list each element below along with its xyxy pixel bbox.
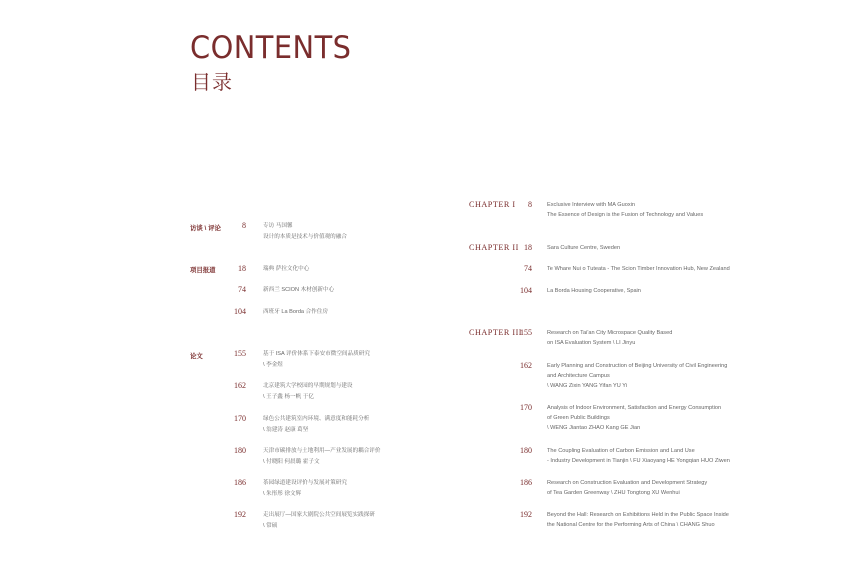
toc-page-number: 192 [520, 510, 532, 519]
category-papers: 论文 [190, 353, 203, 360]
toc-entry[interactable]: 北京建筑大学校园的早期规划与建设 \ 王子鑫 杨一帆 于亿 [263, 383, 353, 400]
toc-entry[interactable]: 天津市碳排放与土地利用—产业发展的耦合评价 \ 付晓阳 何晨璐 霍子文 [263, 448, 381, 465]
toc-page-number: 186 [234, 478, 246, 487]
toc-entry[interactable]: Research on Construction Evaluation and Development Strategy of Tea Garden Greenway \ ZHU Tongtong XU Wenhui [547, 480, 708, 496]
toc-entry[interactable]: Early Planning and Construction of Beijing University of Civil Engineering and Architecture Campus \ WANG Zixin YANG Yifan YU Yi [547, 363, 728, 389]
toc-entry[interactable]: Research on Tai'an City Microspace Quality Based on ISA Evaluation System \ LI Jinyu [547, 330, 673, 346]
toc-entry[interactable]: 瑞典 萨拉文化中心 [263, 266, 310, 272]
toc-page-number: 8 [242, 221, 246, 230]
toc-entry[interactable]: Beyond the Hall: Research on Exhibitions Held in the Public Space Inside the National Centre for the Performing Arts of China \ CHANG Shuo [547, 512, 729, 528]
chapter-1-heading: CHAPTER I [469, 200, 516, 209]
toc-entry[interactable]: 西班牙 La Borda 合作住房 [263, 309, 328, 315]
toc-page-number: 162 [234, 381, 246, 390]
toc-page-number: 192 [234, 510, 246, 519]
toc-page-number: 180 [234, 446, 246, 455]
chapter-3-heading: CHAPTER III [469, 328, 523, 337]
category-projects: 项目报道 [190, 267, 216, 274]
toc-page-number: 162 [520, 361, 532, 370]
toc-page-number: 8 [528, 200, 532, 209]
toc-entry[interactable]: Te Whare Nui o Tuteata - The Scion Timber Innovation Hub, New Zealand [547, 266, 730, 272]
toc-entry[interactable]: 新西兰 SCION 木材创新中心 [263, 287, 335, 293]
toc-page-number: 170 [234, 414, 246, 423]
chapter-2-heading: CHAPTER II [469, 243, 519, 252]
toc-entry[interactable]: 专访 马国馨 设计的本质是技术与价值观的融合 [263, 223, 347, 240]
toc-page-number: 170 [520, 403, 532, 412]
toc-page-number: 18 [238, 264, 246, 273]
toc-entry[interactable]: La Borda Housing Cooperative, Spain [547, 288, 641, 294]
toc-page-number: 74 [524, 264, 532, 273]
toc-entry[interactable]: Sara Culture Centre, Sweden [547, 245, 621, 251]
toc-entry[interactable]: 绿色公共建筑室内环境、满意度和能耗分析 \ 翁建涛 赵康 葛坚 [263, 416, 370, 433]
toc-page-number: 180 [520, 446, 532, 455]
toc-entry[interactable]: The Coupling Evaluation of Carbon Emission and Land Use - Industry Development in Tianjin \ FU Xiaoyang HE Yongqian HUO Ziwen [547, 448, 730, 464]
toc-entry[interactable]: 茶园绿道建设评价与发展对策研究 \ 朱彤彤 徐文辉 [263, 480, 347, 497]
category-interview: 访谈 \ 评论 [190, 225, 221, 232]
toc-page-number: 186 [520, 478, 532, 487]
toc-page-number: 74 [238, 285, 246, 294]
toc-page-number: 18 [524, 243, 532, 252]
toc-page-number: 104 [234, 307, 246, 316]
toc-entry[interactable]: Exclusive Interview with MA Guoxin The Essence of Design is the Fusion of Technology and Values [547, 202, 704, 218]
toc-page-number: 155 [520, 328, 532, 337]
toc-entry[interactable]: 走出展厅—国家大剧院公共空间展览实践探研 \ 常硕 [263, 512, 375, 529]
toc-entry[interactable]: Analysis of Indoor Environment, Satisfaction and Energy Consumption of Green Public Buildings \ WENG Jiantao ZHAO Kang GE Jian [547, 405, 722, 431]
title-chinese: 目录 [191, 70, 233, 94]
toc-page-number: 104 [520, 286, 532, 295]
toc-page-number: 155 [234, 349, 246, 358]
title-english: CONTENTS [190, 30, 352, 66]
toc-entry[interactable]: 基于 ISA 评价体系下泰安市微空间品质研究 \ 李金煜 [263, 351, 370, 368]
